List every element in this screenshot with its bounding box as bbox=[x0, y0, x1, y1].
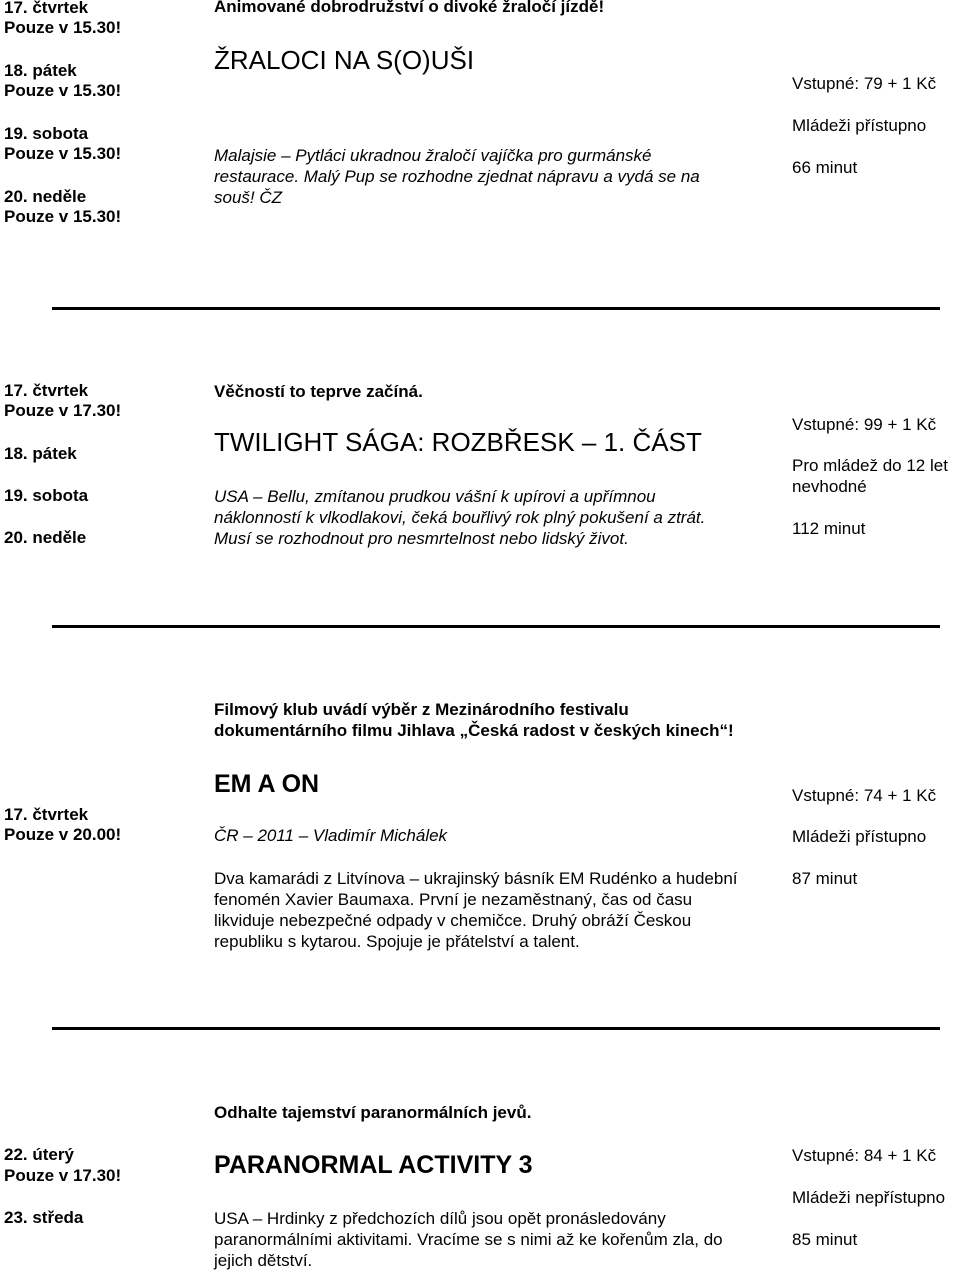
event-duration: 66 minut bbox=[792, 158, 858, 177]
event-title: TWILIGHT SÁGA: ROZBŘESK – 1. ČÁST bbox=[214, 427, 702, 457]
event-price: Vstupné: 84 + 1 Kč bbox=[792, 1146, 937, 1165]
date-day: 18. pátek bbox=[4, 61, 77, 80]
date-time: Pouze v 15.30! bbox=[4, 18, 122, 37]
date-time: Pouze v 15.30! bbox=[4, 144, 122, 163]
event-age-rating: Mládeži nepřístupno bbox=[792, 1188, 946, 1207]
event-description-line: náklonností k vlkodlakovi, čeká bouřlivý rok plný pokušení a ztrát. bbox=[214, 508, 706, 527]
event-tagline: Odhalte tajemství paranormálních jevů. bbox=[214, 1103, 532, 1122]
date-time: Pouze v 17.30! bbox=[4, 1166, 122, 1185]
event-description-line: USA – Bellu, zmítanou prudkou vášní k upírovi a upřímnou bbox=[214, 487, 656, 506]
event-age-rating: Pro mládež do 12 let bbox=[792, 456, 948, 475]
event-price: Vstupné: 79 + 1 Kč bbox=[792, 74, 937, 93]
date-day: 20. neděle bbox=[4, 528, 87, 547]
event-description-line: Dva kamarádi z Litvínova – ukrajinský básník EM Rudénko a hudební bbox=[214, 869, 738, 888]
date-day: 23. středa bbox=[4, 1208, 84, 1227]
date-day: 20. neděle bbox=[4, 187, 87, 206]
section-divider bbox=[52, 625, 940, 628]
event-description-line: jejich dětství. bbox=[214, 1251, 313, 1270]
date-time: Pouze v 15.30! bbox=[4, 207, 122, 226]
section-divider bbox=[52, 307, 940, 310]
event-description-line: likviduje nebezpečné odpady v chemičce. Druhý obráží Českou bbox=[214, 911, 692, 930]
event-title: EM A ON bbox=[214, 770, 320, 798]
event-age-rating: nevhodné bbox=[792, 477, 867, 496]
event-title: PARANORMAL ACTIVITY 3 bbox=[214, 1151, 533, 1179]
event-description-line: souš! ČZ bbox=[214, 188, 283, 207]
event-title: ŽRALOCI NA S(O)UŠI bbox=[214, 45, 475, 75]
event-age-rating: Mládeži přístupno bbox=[792, 827, 927, 846]
date-day: 17. čtvrtek bbox=[4, 381, 89, 400]
event-description-line: paranormálními aktivitami. Vracíme se s nimi až ke kořenům zla, do bbox=[214, 1230, 723, 1249]
event-tagline: Věčností to teprve začíná. bbox=[214, 382, 423, 401]
date-time: Pouze v 15.30! bbox=[4, 81, 122, 100]
event-credits: ČR – 2011 – Vladimír Michálek bbox=[214, 826, 448, 845]
section-divider bbox=[52, 1027, 940, 1030]
event-tagline: Animované dobrodružství o divoké žraločí jízdě! bbox=[214, 0, 605, 16]
event-description-line: USA – Hrdinky z předchozích dílů jsou opět pronásledovány bbox=[214, 1209, 666, 1228]
event-description-line: republiku s kytarou. Spojuje je přátelství a talent. bbox=[214, 932, 580, 951]
date-time: Pouze v 17.30! bbox=[4, 401, 122, 420]
event-age-rating: Mládeži přístupno bbox=[792, 116, 927, 135]
event-price: Vstupné: 74 + 1 Kč bbox=[792, 786, 937, 805]
event-description-line: Malajsie – Pytláci ukradnou žraločí vajíčka pro gurmánské bbox=[214, 146, 652, 165]
film-club-intro: Filmový klub uvádí výběr z Mezinárodního festivalu bbox=[214, 700, 629, 719]
date-day: 22. úterý bbox=[4, 1145, 74, 1164]
event-duration: 85 minut bbox=[792, 1230, 858, 1249]
date-day: 18. pátek bbox=[4, 444, 77, 463]
event-duration: 87 minut bbox=[792, 869, 858, 888]
event-duration: 112 minut bbox=[792, 519, 866, 538]
date-day: 17. čtvrtek bbox=[4, 805, 89, 824]
date-day: 19. sobota bbox=[4, 124, 89, 143]
date-day: 17. čtvrtek bbox=[4, 0, 89, 17]
event-description-line: fenomén Xavier Baumaxa. První je nezaměstnaný, čas od času bbox=[214, 890, 693, 909]
event-description-line: restaurace. Malý Pup se rozhodne zjednat nápravu a vydá se na bbox=[214, 167, 700, 186]
date-day: 19. sobota bbox=[4, 486, 89, 505]
date-time: Pouze v 20.00! bbox=[4, 825, 122, 844]
event-price: Vstupné: 99 + 1 Kč bbox=[792, 415, 937, 434]
film-club-intro: dokumentárního filmu Jihlava „Česká radost v českých kinech“! bbox=[214, 721, 734, 740]
event-description-line: Musí se rozhodnout pro nesmrtelnost nebo lidský život. bbox=[214, 529, 629, 548]
